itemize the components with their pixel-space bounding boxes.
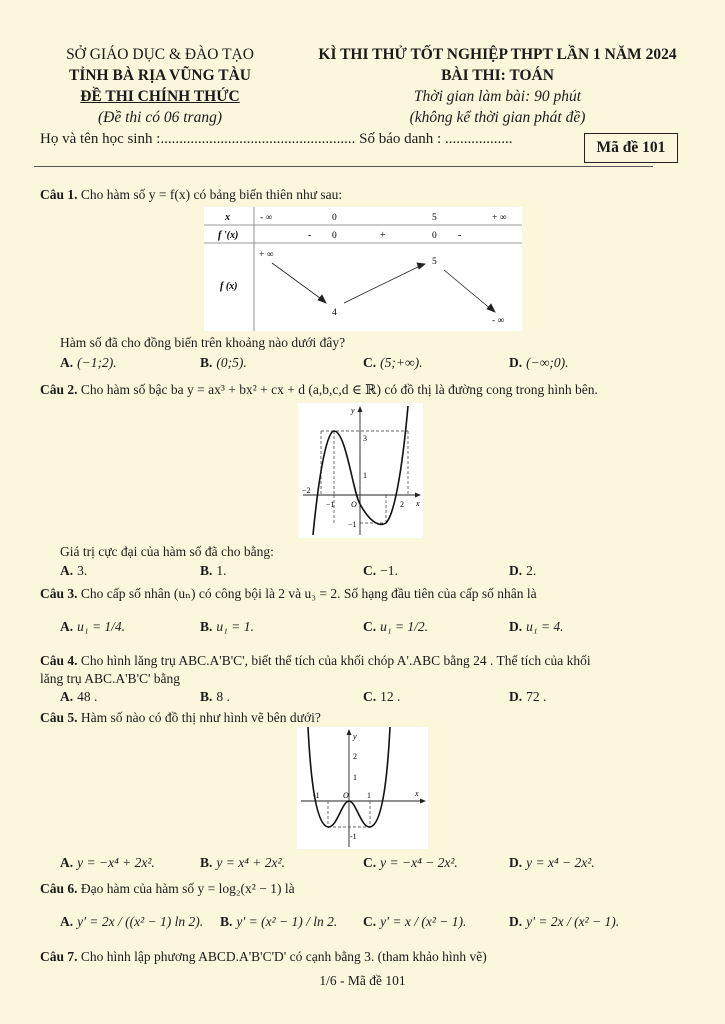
cg-tick-2: 2 [400,500,404,509]
header-right [300,44,695,128]
q5-text: Hàm số nào có đồ thị như hình vẽ bên dưới? [80,710,321,725]
vt-x-5: 5 [432,213,437,223]
exam-title: KÌ THI THỬ TỐT NGHIỆP THPT LẦN 1 NĂM 2024 [318,46,677,63]
q2-option-a[interactable]: A. 3. [60,563,88,578]
cg-y-label: y [351,406,355,415]
qg-tick-minus1-x: -1 [313,791,320,800]
q5-option-c[interactable]: C. y = −x⁴ − 2x². [363,855,458,870]
q7-label: Câu 7. [40,949,78,964]
q4-option-c[interactable]: C. 12 . [363,689,401,704]
q4-option-d[interactable]: D. 72 . [509,689,547,704]
qg-origin: O [343,791,349,800]
header-left [40,44,280,128]
q4-option-a[interactable]: A. 48 . [60,689,98,704]
official-label: ĐỀ THI CHÍNH THỨC [80,88,240,105]
q4-text-2: lăng trụ ABC.A'B'C' bằng [40,671,181,686]
dept-name: SỞ GIÁO DỤC & ĐÀO TẠO [66,46,254,63]
cg-tick-minus2: −2 [302,486,311,495]
exam-code-box: Mã đề 101 [584,133,678,163]
time-limit: Thời gian làm bài: 90 phút [413,88,582,105]
cg-tick-minus1-x: −1 [326,500,335,509]
q1-option-b[interactable]: B. (0;5). [200,355,247,370]
q1-ask: Hàm số đã cho đồng biến trên khoảng nào dưới đây? [60,335,346,350]
vt-f-label: f (x) [220,281,238,292]
question-4 [40,652,680,688]
question-2 [40,381,598,399]
q1-label: Câu 1. [40,187,78,202]
vt-sign-zero-1: 0 [332,231,337,241]
question-3 [40,585,537,603]
q2-option-c[interactable]: C. −1. [363,563,398,578]
vt-sign-zero-2: 0 [432,231,437,241]
vt-f-min: 4 [332,308,337,318]
q6-text: Đạo hàm của hàm số y = log₂(x² − 1) là [80,881,295,896]
province-name: TỈNH BÀ RỊA VŨNG TÀU [68,67,252,84]
qg-tick-1-x: 1 [367,791,371,800]
cg-tick-3: 3 [363,434,367,443]
q6-option-c[interactable]: C. y' = x / (x² − 1). [363,914,467,929]
q5-option-b[interactable]: B. y = x⁴ + 2x². [200,855,285,870]
vt-f-max: 5 [432,257,437,267]
q1-text: Cho hàm số y = f(x) có bảng biến thiên như sau: [80,187,343,202]
q6-option-a[interactable]: A. y' = 2x / ((x² − 1) ln 2). [60,914,204,929]
q5-option-d[interactable]: D. y = x⁴ − 2x². [509,855,595,870]
vt-f-pos-inf: + ∞ [259,250,274,260]
vt-x-0: 0 [332,213,337,223]
vt-x-label: x [225,212,230,223]
q4-text-1: Cho hình lăng trụ ABC.A'B'C', biết thể tích của khối chóp A'.ABC bằng 24 . Thể tích của khối [80,653,591,668]
q4-option-b[interactable]: B. 8 . [200,689,230,704]
q7-text: Cho hình lập phương ABCD.A'B'C'D' có cạnh bằng 3. (tham khảo hình vẽ) [80,949,487,964]
vt-sign-3: - [458,230,462,241]
qg-y-label: y [353,732,357,741]
page-count: (Đề thi có 06 trang) [98,109,222,126]
vt-x-neg-inf: - ∞ [260,213,273,223]
q1-option-d[interactable]: D. (−∞;0). [509,355,569,370]
q3-label: Câu 3. [40,586,78,601]
vt-f-neg-inf: - ∞ [492,316,505,326]
q3-option-a[interactable]: A. u₁ = 1/4. [60,619,126,634]
q1-option-c[interactable]: C. (5;+∞). [363,355,423,370]
q6-option-d[interactable]: D. y' = 2x / (x² − 1). [509,914,620,929]
q3-option-c[interactable]: C. u₁ = 1/2. [363,619,429,634]
q3-option-b[interactable]: B. u₁ = 1. [200,619,254,634]
vt-x-pos-inf: + ∞ [492,213,507,223]
cubic-graph [298,403,423,538]
q6-option-b[interactable]: B. y' = (x² − 1) / ln 2. [220,914,338,929]
q4-label: Câu 4. [40,653,78,668]
subject-title: BÀI THI: TOÁN [441,67,554,84]
qg-tick-2: 2 [353,752,357,761]
question-7 [40,948,487,966]
q2-option-d[interactable]: D. 2. [509,563,537,578]
qg-tick-minus1-y: -1 [350,832,357,841]
page-footer: 1/6 - Mã đề 101 [319,973,406,988]
q1-option-a[interactable]: A. (−1;2). [60,355,117,370]
q5-option-a[interactable]: A. y = −x⁴ + 2x². [60,855,155,870]
cg-tick-1: 1 [363,471,367,480]
q2-text: Cho hàm số bậc ba y = ax³ + bx² + cx + d (a,b,c,d ∈ ℝ) có đồ thị là đường cong trong hình bên. [80,382,598,397]
qg-x-label: x [415,789,419,798]
cg-origin: O [351,500,357,509]
question-6 [40,880,295,898]
cg-x-label: x [416,499,420,508]
q6-label: Câu 6. [40,881,78,896]
vt-fp-label: f '(x) [218,230,239,241]
header-rule [34,166,653,167]
q5-label: Câu 5. [40,710,78,725]
time-note: (không kể thời gian phát đề) [409,109,586,126]
cg-tick-minus1-y: −1 [348,520,357,529]
q3-text: Cho cấp số nhân (uₙ) có công bội là 2 và u₃ = 2. Số hạng đầu tiên của cấp số nhân là [80,586,537,601]
q3-option-d[interactable]: D. u₁ = 4. [509,619,564,634]
question-5 [40,709,321,727]
variation-table [204,207,522,331]
q2-ask: Giá trị cực đại của hàm số đã cho bằng: [60,544,274,559]
vt-sign-1: - [308,230,312,241]
vt-sign-2: + [380,230,386,241]
qg-tick-1-y: 1 [353,773,357,782]
quartic-graph [297,727,428,849]
question-1 [40,186,342,204]
q2-label: Câu 2. [40,382,78,397]
student-line: Họ và tên học sinh :.................................................... Số báo danh : .................. [40,131,513,147]
q2-option-b[interactable]: B. 1. [200,563,227,578]
